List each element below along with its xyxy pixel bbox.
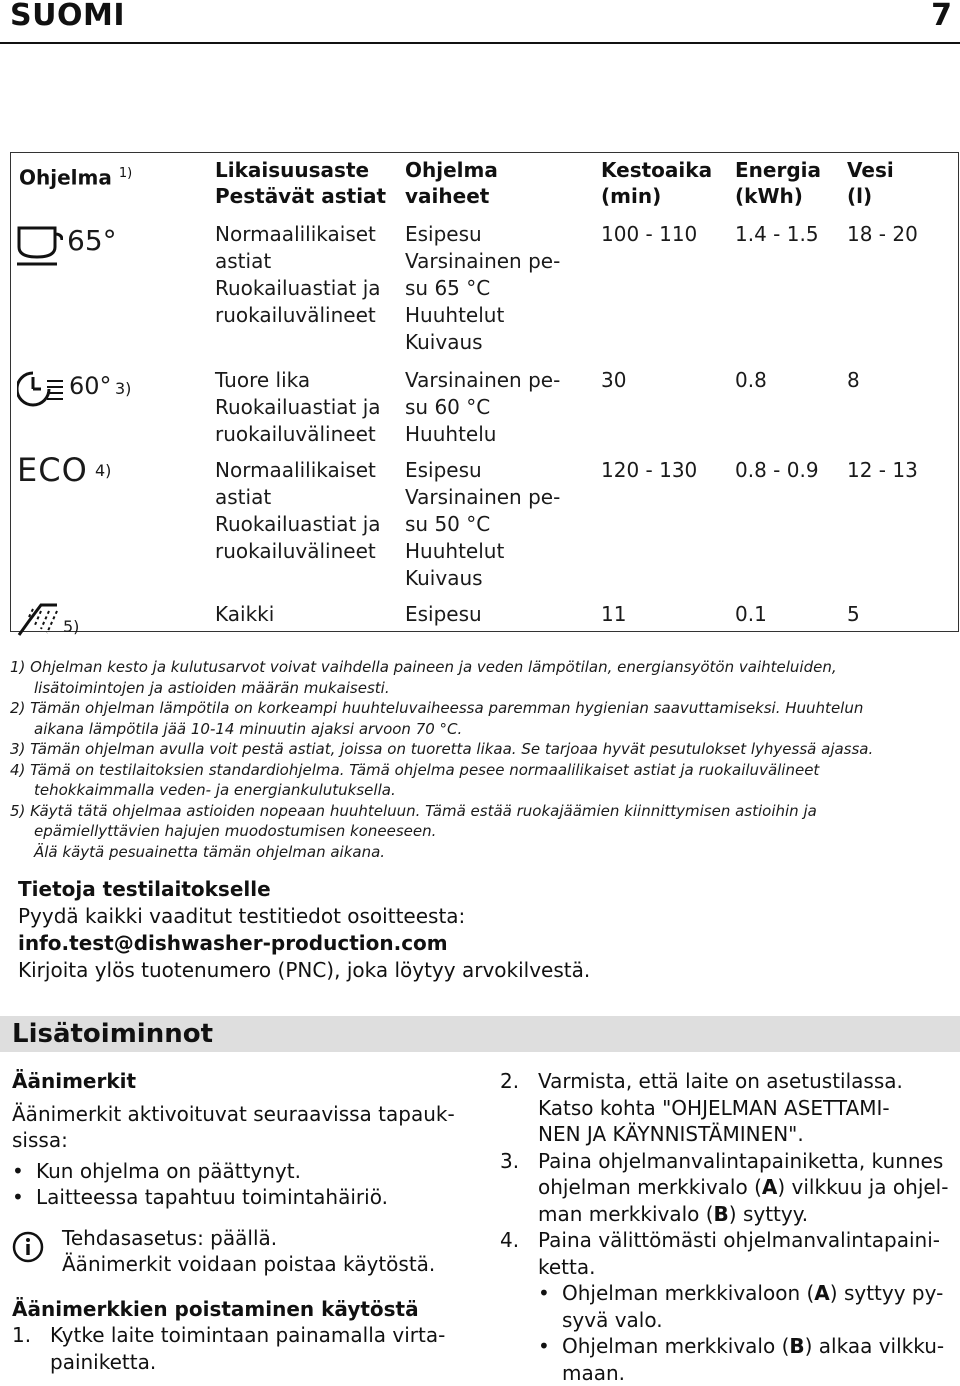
footnotes	[10, 657, 950, 862]
footnote-5-cont: epämiellyttävien hajujen muodostumisen koneeseen.	[34, 822, 437, 840]
col-soil: Likaisuusaste Pestävät astiat	[215, 158, 387, 208]
left-column	[12, 1068, 482, 1375]
col-program: Ohjelma $^{1)}$	[19, 165, 133, 190]
info-icon	[12, 1231, 44, 1270]
section-title: Lisätoiminnot	[12, 1019, 214, 1049]
row3-ref: 4)	[95, 461, 112, 480]
footnote-4-cont: tehokkaimmalla veden- ja energiankulutuksella.	[34, 781, 396, 799]
header-rule	[0, 42, 960, 44]
step-3: 3. Paina ohjelmanvalintapainiketta, kunnes ohjelman merkkivalo (A) vilkkuu ja ohjel- man merkkivalo (B) syttyy.	[500, 1148, 949, 1226]
bullet-icon: •	[12, 1158, 24, 1183]
row1-soil: Normaalilikaiset astiat Ruokailuastiat ja ruokailuvälineet	[215, 222, 381, 327]
row4-water: 5	[847, 602, 860, 626]
row4-phases: Esipesu	[405, 602, 482, 626]
list-item: • Kun ohjelma on päättynyt.	[12, 1158, 301, 1183]
info-note: Tehdasasetus: päällä. Äänimerkit voidaan poistaa käytöstä.	[12, 1225, 482, 1278]
row2-energy: 0.8	[735, 368, 767, 392]
row3-phases: Esipesu Varsinainen pe- su 50 °C Huuhtelut Kuivaus	[405, 458, 561, 590]
beeps-off-heading: Äänimerkkien poistaminen käytöstä	[12, 1296, 419, 1321]
footnote-3: 3) Tämän ohjelman avulla voit pestä astiat, joissa on tuoretta likaa. Se tarjoaa hyvät pesutulokset lyhyessä ajassa.	[10, 740, 874, 758]
row1-energy: 1.4 - 1.5	[735, 222, 819, 246]
row2-phases: Varsinainen pe- su 60 °C Huuhtelu	[405, 368, 561, 446]
list-item: • Ohjelman merkkivalo (B) alkaa vilkku- maan.	[538, 1334, 945, 1385]
row2-water: 8	[847, 368, 860, 392]
row2-ref: 3)	[115, 379, 132, 398]
row1-water: 18 - 20	[847, 222, 918, 246]
footnote-2: 2) Tämän ohjelman lämpötila on korkeampi huuhteluvaiheessa paremman hygienian saavuttamiseksi. Huuhtelun	[10, 699, 864, 717]
row4-soil: Kaikki	[215, 602, 275, 626]
right-column	[500, 1068, 960, 1386]
footnote-5: 5) Käytä tätä ohjelmaa astioiden nopeaan huuhteluun. Tämä estää ruokajäämien kiinnittymisen astioihin ja	[10, 801, 817, 820]
col-water: Vesi (l)	[847, 158, 894, 208]
footnote-2-cont: aikana lämpötila jää 10-14 minuutin ajaksi arvoon 70 °C.	[34, 719, 463, 738]
col-energy: Energia (kWh)	[735, 158, 821, 208]
page-number: 7	[931, 0, 952, 33]
list-item: • Ohjelman merkkivaloon (A) syttyy py- syvä valo.	[538, 1281, 944, 1332]
test-info-line2: Kirjoita ylös tuotenumero (PNC), joka löytyy arvokilvestä.	[18, 958, 591, 982]
rinse-icon	[15, 599, 63, 643]
row4-duration: 11	[601, 602, 627, 626]
row2-soil: Tuore lika Ruokailuastiat ja ruokailuvälineet	[215, 368, 381, 446]
row3-water: 12 - 13	[847, 458, 918, 482]
test-info-line1: Pyydä kaikki vaaditut testitiedot osoitteesta:	[18, 904, 466, 928]
test-info-email[interactable]: info.test@dishwasher-production.com	[18, 931, 448, 955]
row1-temp: 65°	[67, 224, 117, 257]
row3-duration: 120 - 130	[601, 458, 698, 482]
row3-soil: Normaalilikaiset astiat Ruokailuastiat ja ruokailuvälineet	[215, 458, 381, 563]
bullet-icon: •	[538, 1334, 550, 1358]
row1-duration: 100 - 110	[601, 222, 698, 246]
footnote-4: 4) Tämä on testilaitoksien standardiohjelma. Tämä ohjelma pesee normaalilikaiset astiat ja ruokailuvälineet	[10, 760, 820, 779]
footnote-5-note: Älä käytä pesuainetta tämän ohjelman aikana.	[34, 842, 386, 861]
program-table	[10, 152, 959, 636]
clock-icon	[17, 369, 73, 413]
eco-icon: ECO	[17, 451, 88, 489]
col-phases: Ohjelma vaiheet	[405, 158, 498, 208]
beeps-heading: Äänimerkit	[12, 1069, 137, 1093]
test-info-title: Tietoja testilaitokselle	[18, 877, 271, 901]
row2-duration: 30	[601, 368, 627, 392]
row4-energy: 0.1	[735, 602, 767, 626]
row4-ref: 5)	[63, 617, 80, 636]
footnote-1: 1) Ohjelman kesto ja kulutusarvot voivat vaihdella paineen ja veden lämpötilan, energiansyötön vaihteluiden,	[10, 658, 837, 676]
test-info	[18, 876, 590, 984]
bullet-icon: •	[12, 1185, 24, 1209]
row2-temp: 60°	[69, 372, 112, 400]
beeps-intro: Äänimerkit aktivoituvat seuraavissa tapauk- sissa:	[12, 1101, 455, 1152]
step-2: 2. Varmista, että laite on asetustilassa. Katso kohta "OHJELMAN ASETTAMI- NEN JA KÄYNNISTÄMINEN".	[500, 1069, 903, 1146]
pot-icon	[15, 223, 63, 271]
row3-energy: 0.8 - 0.9	[735, 458, 819, 482]
row1-phases: Esipesu Varsinainen pe- su 65 °C Huuhtelut Kuivaus	[405, 222, 561, 354]
footnote-1-cont: lisätoimintojen ja astioiden määrän mukaisesti.	[34, 678, 390, 697]
step-1: 1. Kytke laite toimintaan painamalla virta- painiketta.	[12, 1323, 446, 1374]
bullet-icon: •	[538, 1281, 550, 1305]
language-label: SUOMI	[10, 0, 125, 33]
list-item: • Laitteessa tapahtuu toimintahäiriö.	[12, 1185, 388, 1209]
step-4: 4. Paina välittömästi ohjelmanvalintapaini- ketta.	[500, 1228, 940, 1279]
col-duration: Kestoaika (min)	[601, 158, 713, 208]
